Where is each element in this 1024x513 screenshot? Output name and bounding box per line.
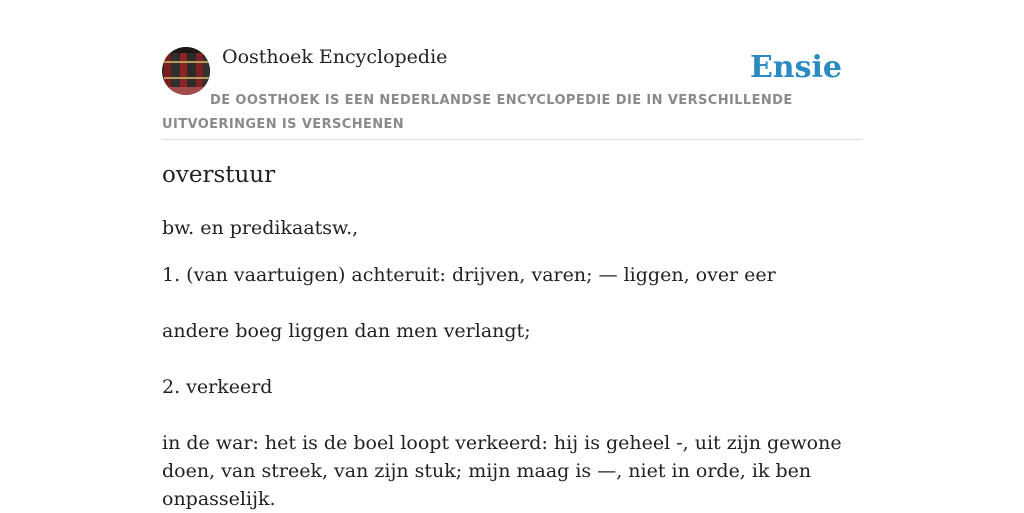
site-header	[162, 0, 862, 140]
site-name[interactable]: Oosthoek Encyclopedie	[222, 46, 448, 68]
page	[162, 0, 862, 510]
entry-paragraph: andere boeg liggen dan men verlangt;	[162, 320, 531, 342]
entry-title: overstuur	[162, 162, 276, 188]
entry-paragraph: 1. (van vaartuigen) achteruit: drijven, varen; — liggen, over eer	[162, 264, 776, 286]
entry-paragraph: bw. en predikaatsw.,	[162, 217, 359, 239]
entry-paragraph: 2. verkeerd	[162, 376, 273, 398]
entry-paragraph: in de war: het is de boel loopt verkeerd: hij is geheel -, uit zijn gewone doen, van streek, van zijn stuk; mijn maag is —, niet in orde, ik ben onpasselijk.	[162, 432, 842, 510]
site-tagline: DE OOSTHOEK IS EEN NEDERLANDSE ENCYCLOPEDIE DIE IN VERSCHILLENDE UITVOERINGEN IS VERSCHENEN	[162, 93, 793, 132]
books-icon[interactable]	[162, 47, 210, 95]
brand-logo[interactable]: Ensie	[749, 50, 842, 85]
